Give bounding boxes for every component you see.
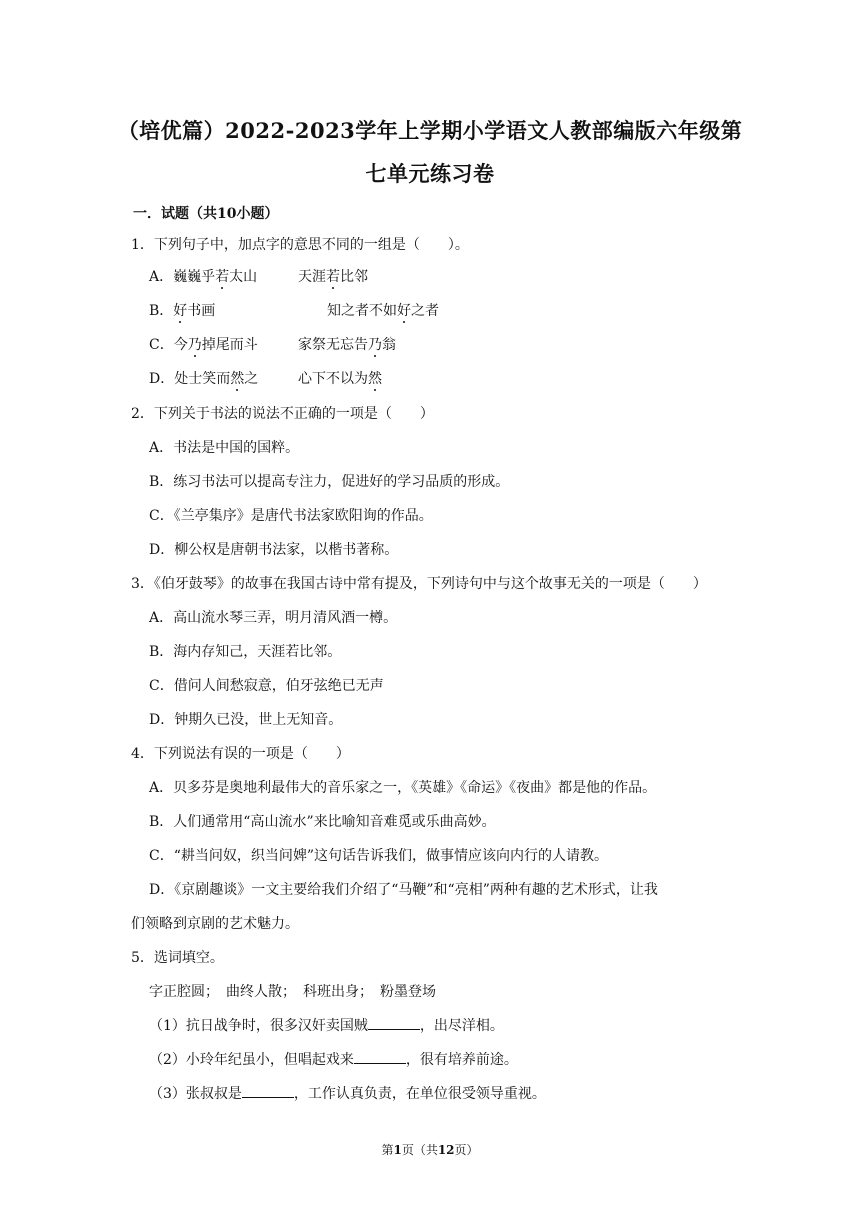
question-5-sentence-1: （1）抗日战争时，很多汉奸卖国贼 ，出尽洋相。 (149, 1018, 504, 1034)
question-2-option-d: D．柳公权是唐朝书法家，以楷书著称。 (149, 542, 399, 558)
question-5-stem: 5．选词填空。 (131, 950, 224, 966)
question-1-option-b-pair: 知之者不如好之者 (327, 303, 439, 319)
emphasis-dot-char: 若 (326, 269, 340, 285)
emphasis-dot-char: 若 (215, 269, 230, 285)
question-1-option-d-pair: 心下不以为然 (298, 371, 382, 387)
question-5-sentence-2: （2）小玲年纪虽小，但唱起戏来 ，很有培养前途。 (149, 1052, 518, 1068)
page-number: 1 (393, 1143, 402, 1157)
section-heading: 一．试题（共10小题） (133, 206, 279, 222)
emphasis-dot-char: 好 (173, 303, 188, 319)
question-1-option-d: D．处士笑而然之 (149, 371, 259, 387)
page-footer: 第1页（共12页） (381, 1143, 479, 1157)
emphasis-dot-char: 乃 (187, 337, 202, 353)
question-2-option-b: B．练习书法可以提高专注力，促进好的学习品质的形成。 (149, 474, 510, 490)
question-2-stem: 2．下列关于书法的说法不正确的一项是（ ） (131, 406, 434, 422)
emphasis-dot-char: 然 (368, 371, 382, 387)
page-total: 12 (437, 1143, 455, 1157)
question-5-sentence-3: （3）张叔叔是 ，工作认真负责，在单位很受领导重视。 (149, 1086, 546, 1102)
question-3-option-a: A．高山流水琴三弄，明月清风酒一樽。 (149, 610, 398, 626)
emphasis-dot-char: 乃 (368, 337, 382, 353)
question-4-stem: 4．下列说法有误的一项是（ ） (131, 746, 350, 762)
question-2-option-c: C．《兰亭集序》是唐代书法家欧阳询的作品。 (149, 508, 433, 524)
question-3-stem: 3．《伯牙鼓琴》的故事在我国古诗中常有提及，下列诗句中与这个故事无关的一项是（ ） (131, 576, 707, 592)
question-1-option-c-pair: 家祭无忘告乃翁 (298, 337, 396, 353)
question-1-option-a: A．巍巍乎若太山 (149, 269, 258, 285)
answer-blank[interactable] (368, 1017, 420, 1030)
question-2-option-a: A．书法是中国的国粹。 (149, 440, 300, 456)
page-title: （培优篇）2022-2023学年上学期小学语文人教部编版六年级第 (117, 118, 743, 143)
question-4-option-c: C．“耕当问奴，织当问婢”这句话告诉我们，做事情应该向内行的人请教。 (149, 848, 609, 864)
question-5-word-bank: 字正腔圆； 曲终人散； 科班出身； 粉墨登场 (149, 984, 436, 1000)
question-3-option-c: C．借问人间愁寂意，伯牙弦绝已无声 (149, 678, 384, 694)
page-title-line2: 七单元练习卷 (365, 161, 495, 186)
question-4-option-d: D．《京剧趣谈》一文主要给我们介绍了“马鞭”和“亮相”两种有趣的艺术形式，让我 (149, 882, 658, 898)
answer-blank[interactable] (242, 1085, 294, 1098)
question-4-option-b: B．人们通常用“高山流水”来比喻知音难觅或乐曲高妙。 (149, 814, 496, 830)
question-1-stem: 1．下列句子中，加点字的意思不同的一组是（ ）。 (131, 237, 469, 253)
question-1-option-a-pair: 天涯若比邻 (298, 269, 368, 285)
question-1-option-b: B．好书画 (149, 303, 216, 319)
question-4-option-a: A．贝多芬是奥地利最伟大的音乐家之一，《英雄》《命运》《夜曲》都是他的作品。 (149, 780, 657, 796)
question-3-option-b: B．海内存知己，天涯若比邻。 (149, 644, 342, 660)
question-1-option-c: C．今乃掉尾而斗 (149, 337, 258, 353)
question-4-option-d-cont: 们领略到京剧的艺术魅力。 (131, 916, 299, 932)
emphasis-dot-char: 好 (397, 303, 411, 319)
answer-blank[interactable] (354, 1051, 406, 1064)
emphasis-dot-char: 然 (230, 371, 245, 387)
question-3-option-d: D．钟期久已没，世上无知音。 (149, 712, 343, 728)
